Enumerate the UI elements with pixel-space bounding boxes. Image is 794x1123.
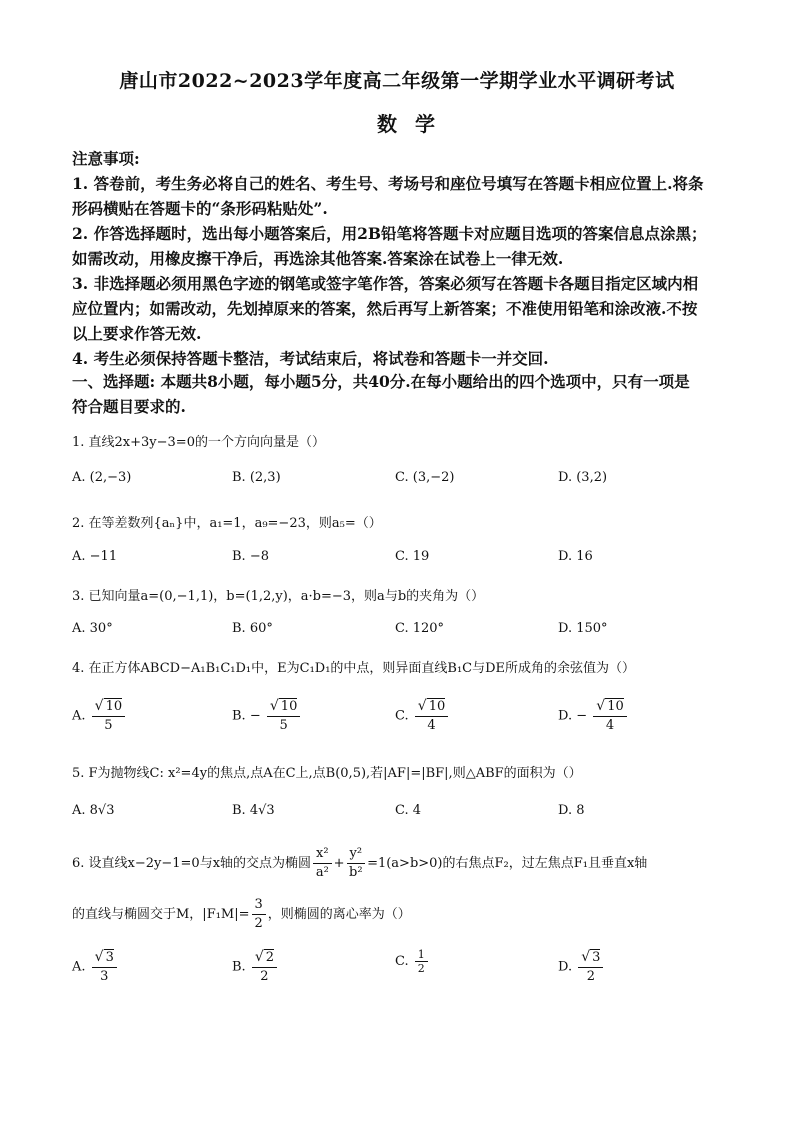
- section-line: 一、选择题: 本题共8小题，每小题5分，共40分.在每小题给出的四个选项中，只有一项是: [72, 372, 690, 391]
- option-c[interactable]: C. (3,−2): [395, 470, 455, 485]
- option-d[interactable]: D. 8: [558, 803, 585, 818]
- option-letter: A.: [72, 708, 86, 724]
- option-letter: B.: [232, 708, 246, 724]
- option-b[interactable]: B. 60°: [232, 621, 273, 636]
- instruction-line: 2. 作答选择题时，选出每小题答案后，用2B铅笔将答题卡对应题目选项的答案信息点涂黑；: [72, 224, 707, 243]
- instructions-heading: 注意事项:: [72, 149, 140, 168]
- fraction: [347, 845, 366, 882]
- option-a[interactable]: [72, 948, 119, 986]
- sqrt-icon: √: [417, 698, 427, 714]
- fraction: [578, 948, 603, 986]
- fraction: [92, 948, 117, 986]
- question-6-options: [72, 948, 732, 988]
- denominator: b²: [349, 865, 363, 880]
- minus-sign: −: [576, 708, 588, 724]
- option-a[interactable]: A. 8√3: [72, 803, 115, 818]
- option-b[interactable]: B. −8: [232, 549, 269, 564]
- fraction: [415, 948, 428, 975]
- plus-sign: +: [333, 856, 345, 871]
- question-2-options: [72, 549, 732, 589]
- exam-title: 唐山市2022~2023学年度高二年级第一学期学业水平调研考试: [119, 70, 675, 92]
- option-letter: C.: [395, 708, 409, 724]
- option-a[interactable]: A. 30°: [72, 621, 113, 636]
- instruction-line: 1. 答卷前，考生务必将自己的姓名、考生号、考场号和座位号填写在答题卡相应位置上.将条: [72, 174, 704, 193]
- numerator: 3: [252, 896, 266, 915]
- fraction: [593, 697, 626, 735]
- denominator: 2: [260, 969, 269, 984]
- question-1-stem: 1. 直线2x+3y−3=0的一个方向向量是（）: [72, 435, 325, 450]
- sqrt-icon: √: [94, 949, 104, 965]
- option-letter: D.: [558, 959, 573, 975]
- sqrt-icon: √: [596, 698, 606, 714]
- option-d[interactable]: [558, 948, 605, 986]
- stem-text: 6. 设直线x−2y−1=0与x轴的交点为椭圆: [72, 856, 312, 871]
- sqrt-icon: √: [581, 949, 591, 965]
- option-c[interactable]: C. 120°: [395, 621, 445, 636]
- question-6-stem-line1: [72, 845, 647, 882]
- instruction-line: 应位置内；如需改动，先划掉原来的答案，然后再写上新答案；不准使用铅笔和涂改液.不按: [72, 299, 698, 318]
- radicand: 2: [265, 950, 275, 965]
- question-3-options: [72, 621, 732, 661]
- denominator: 2: [586, 969, 595, 984]
- radicand: 10: [280, 699, 298, 714]
- numerator: y²: [347, 845, 366, 864]
- fraction: [252, 896, 266, 933]
- denominator: 3: [100, 969, 109, 984]
- instruction-line: 4. 考生必须保持答题卡整洁，考试结束后，将试卷和答题卡一并交回.: [72, 349, 549, 368]
- question-3-stem: 3. 已知向量a=(0,−1,1)，b=(1,2,y)，a·b=−3，则a与b的夹角为（）: [72, 589, 485, 604]
- subject-title: 数学: [377, 112, 453, 136]
- option-a[interactable]: [72, 697, 127, 735]
- denominator: 5: [279, 718, 288, 733]
- question-4-options: [72, 697, 732, 737]
- option-b[interactable]: [232, 697, 302, 735]
- instruction-line: 如需改动，用橡皮擦干净后，再选涂其他答案.答案涂在试卷上一律无效.: [72, 249, 564, 268]
- option-c[interactable]: [395, 697, 450, 735]
- option-b[interactable]: [232, 948, 279, 986]
- option-letter: A.: [72, 959, 86, 975]
- radicand: 3: [105, 950, 114, 965]
- option-b[interactable]: B. (2,3): [232, 470, 281, 485]
- stem-text: ，则椭圆的离心率为（）: [267, 907, 411, 922]
- option-a[interactable]: A. (2,−3): [72, 470, 132, 485]
- fraction: [415, 697, 448, 735]
- option-d[interactable]: D. 16: [558, 549, 593, 564]
- sqrt-icon: √: [269, 698, 279, 714]
- option-d[interactable]: D. (3,2): [558, 470, 608, 485]
- question-5-stem: 5. F为抛物线C: x²=4y的焦点,点A在C上,点B(0,5),若|AF|=|BF|,则△ABF的面积为（）: [72, 766, 582, 781]
- denominator: 5: [104, 718, 113, 733]
- stem-text: =1(a>b>0)的右焦点F₂，过左焦点F₁且垂直x轴: [367, 856, 648, 871]
- section-heading: [72, 369, 732, 419]
- question-1-options: [72, 470, 732, 510]
- instruction-line: 以上要求作答无效.: [72, 324, 202, 343]
- option-c[interactable]: C. 4: [395, 803, 422, 818]
- radicand: 10: [607, 699, 624, 714]
- sqrt-icon: √: [254, 949, 264, 965]
- numerator: x²: [313, 845, 332, 864]
- instruction-line: 形码横贴在答题卡的“条形码粘贴处”.: [72, 199, 328, 218]
- instruction-line: 3. 非选择题必须用黑色字迹的钢笔或签字笔作答，答案必须写在答题卡各题目指定区域内相: [72, 274, 699, 293]
- option-d[interactable]: D. 150°: [558, 621, 608, 636]
- fraction: [313, 845, 332, 882]
- option-c[interactable]: C. 19: [395, 549, 430, 564]
- option-a[interactable]: A. −11: [72, 549, 118, 564]
- denominator: 2: [254, 916, 263, 931]
- option-letter: D.: [558, 708, 573, 724]
- option-letter: B.: [232, 959, 246, 975]
- denominator: a²: [315, 865, 329, 880]
- option-d[interactable]: [558, 697, 629, 735]
- question-4-stem: 4. 在正方体ABCD−A₁B₁C₁D₁中，E为C₁D₁的中点，则异面直线B₁C与DE所成角的余弦值为（）: [72, 661, 636, 676]
- stem-text: 的直线与椭圆交于M，|F₁M|=: [72, 907, 250, 922]
- question-5-options: [72, 803, 732, 843]
- minus-sign: −: [249, 708, 261, 724]
- option-b[interactable]: B. 4√3: [232, 803, 275, 818]
- radicand: 10: [428, 699, 446, 714]
- sqrt-icon: √: [94, 698, 104, 714]
- section-line: 符合题目要求的.: [72, 397, 186, 416]
- option-c[interactable]: [395, 948, 430, 975]
- option-letter: C.: [395, 954, 409, 969]
- radicand: 3: [592, 950, 601, 965]
- denominator: 2: [417, 962, 425, 975]
- radicand: 10: [105, 699, 123, 714]
- numerator: 1: [415, 948, 428, 962]
- question-2-stem: 2. 在等差数列{aₙ}中，a₁=1，a₉=−23，则a₅=（）: [72, 516, 382, 531]
- fraction: [252, 948, 277, 986]
- instructions: [72, 146, 732, 371]
- denominator: 4: [605, 718, 615, 733]
- denominator: 4: [427, 718, 436, 733]
- fraction: [92, 697, 125, 735]
- fraction: [267, 697, 300, 735]
- question-6-stem-line2: [72, 896, 411, 933]
